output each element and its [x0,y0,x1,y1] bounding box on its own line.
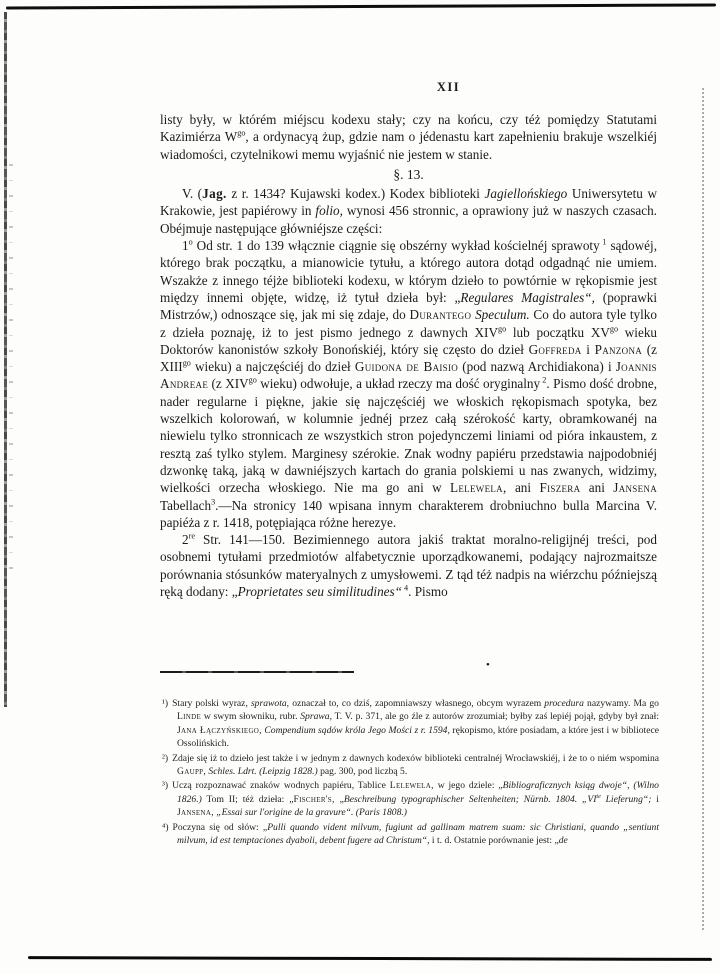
footnote-1-marker: ¹) [162,698,169,709]
footnote-2 [162,752,659,779]
scan-border-right [702,88,704,930]
paragraph-intro: listy były, w którém miéjscu kodexu stały; czy na końcu, czy téż pomiędzy Statutami Kazimiérza $W^{go}$, a ordynacyą żup, gdzie nam o jédenastu kart zapełnieniu brakuje wszelkiéj wiadomości, czytelnikowi memu wyjaśnić nie jestem w stanie. [160,112,657,162]
paragraph-item-1: 1$^o$ Od str. 1 do 139 włącznie ciągnie się obszérny wykład kościelnéj sprawoty $^1$ sądowéj, którego brak początku, a mianowicie tytułu, a którego autora dotąd odgadnąć nie umiem. Wszakże z innego téjże biblioteki kodexu, w którym dzieło to powtórnie w rękopismie jest między innemi objęte, widzę, iż tytuł dzieła był: „Regulares Magistrales“, (poprawki Mistrzów,) odnoszące się, jak mi się zdaje, do Durantego Speculum. Co do autora tyle tylko z dzieła poznaję, iż to jest pismo jednego z dawnych $XIV^{go}$ lub początku $XV^{go}$ wieku Doktorów kanonistów szkoły Bonońskiéj, który się często do dzieł Goffreda i Panzona (z $XIII^{go}$ wieku) a najczęściéj do dzieł Guidona de Baisio (pod nazwą Archidiakona) i Joannis Andreae (z $XIV^{go}$ wieku) odwołuje, a układ rzeczy ma dość oryginalny $^2$. Pismo dość drobne, nader regularne i piękne, jakie się najczęściéj we włoskich rękopismach spotyka, bez wszelkich kolorowań, w kolumnie jednéj przez całą szérokość karty, obramkowanéj na niewielu tylko stronnicach ze wszystkich stron pojedynczemi liniami od pióra inkaustem, z resztą zaś tylko stylem. Marginesy szérokie. Znak wodny papiéru przedstawia najpodobniéj dzwonkę taką, jaką w dawniéjszych kartach do grania polskiemi u nas zwanych, widzimy, wielkości orzecha włoskiego. Nie ma go ani w Lelewela, ani Fiszera ani Jansena Tabellach$^3$.—Na stronicy 140 wpisana innym charakterem drobniuchno bulla Marcina V. papiéża z r. 1418, potępiająca różne herezye. [160,237,658,530]
footnote-4 [162,821,659,848]
footnote-4-text: Poczyna się od słów: „Pulli quando vident milvum, fugiunt ad gallinam matrem suam: sic Christiani, quando „sentiunt milvum, id est temptaciones dyaboli, debent fugere ad Christum“, i t. d. Ostatnie porównanie jest: „de [172,821,659,847]
scan-border-bottom [28,956,712,961]
paragraph-codex-v: V. (Jag. z r. 1434? Kujawski kodex.) Kodex biblioteki Jagiellońskiego Uniwersytetu w Krakowie, jest papiérowy in folio, wynosi 456 stronnic, a oprawiony już w naszych czasach. Obéjmuje następujące główniéjsze części: [160,186,657,236]
section-heading: §. 13. [393,166,424,182]
scan-border-top [6,3,716,9]
footnote-3 [162,779,659,819]
scan-border-left [4,12,7,707]
footnotes-block [162,697,659,848]
main-text-column [160,111,657,600]
scan-edge-noise [9,150,13,570]
footnote-1 [162,697,659,751]
footnote-2-marker: ²) [162,752,169,764]
footnote-separator-rule [160,671,354,673]
footnote-3-text: Uczą rozpoznawać znaków wodnych papiéru, Tablice Lelewela, w jego dziele: „Bibliograficznych ksiąg dwoje“, (Wilno 1826.) Tom II; téż dzieła: „Fischer's, „Beschreibung typographischer Seltenheiten; Nürnb. 1804. $„VI^{te}$ Lieferung“; i Jansena, „Essai sur l'origine de la gravure“. (Paris 1808.) [172,780,659,819]
footnote-2-text: Zdaje się iż to dzieło jest także i w jednym z dawnych kodexów biblioteki centralnéj Wrocławskiéj, i że to o niém wspomina Gaupp, Schles. Ldrt. (Leipzig 1828.) pag. 300, pod liczbą 5. [172,752,659,778]
footnote-3-marker: ³) [162,780,169,792]
footnote-1-text: Stary polski wyraz, sprawota, oznaczał to, co dziś, zapomniawszy własnego, obcym wyrazem procedura nazywamy. Ma go Linde w swym słowniku, rubr. Sprawa, T. V. p. 371, ale go źle z autorów zrozumiał; byłby zaś lepiéj pojął, gdyby był znał: Jana Łączyńskiego, Compendium sądów króla Jego Mości z r. 1594, rękopismo, które posiadam, a które jest i w bibliotece Ossolińskich. [172,698,659,750]
paragraph-item-2: 2re Str. 141—150. Bezimiennego autora jakiś traktat moralno-religijnéj treści, pod osobnemi tytułami przedmiotów alfabetycznie uporządkowanemi, podający najrozmaitsze porównania stósunków materyalnych z umysłowemi. Z tąd téż nadpis na wiérzchu późniejszą ręką dodany: „Proprietates seu similitudines“ $^4$. Pismo [160,531,657,600]
page-number: XII [436,80,461,94]
footnote-4-marker: ⁴) [162,821,169,833]
ink-dot-mark: • [486,659,490,671]
